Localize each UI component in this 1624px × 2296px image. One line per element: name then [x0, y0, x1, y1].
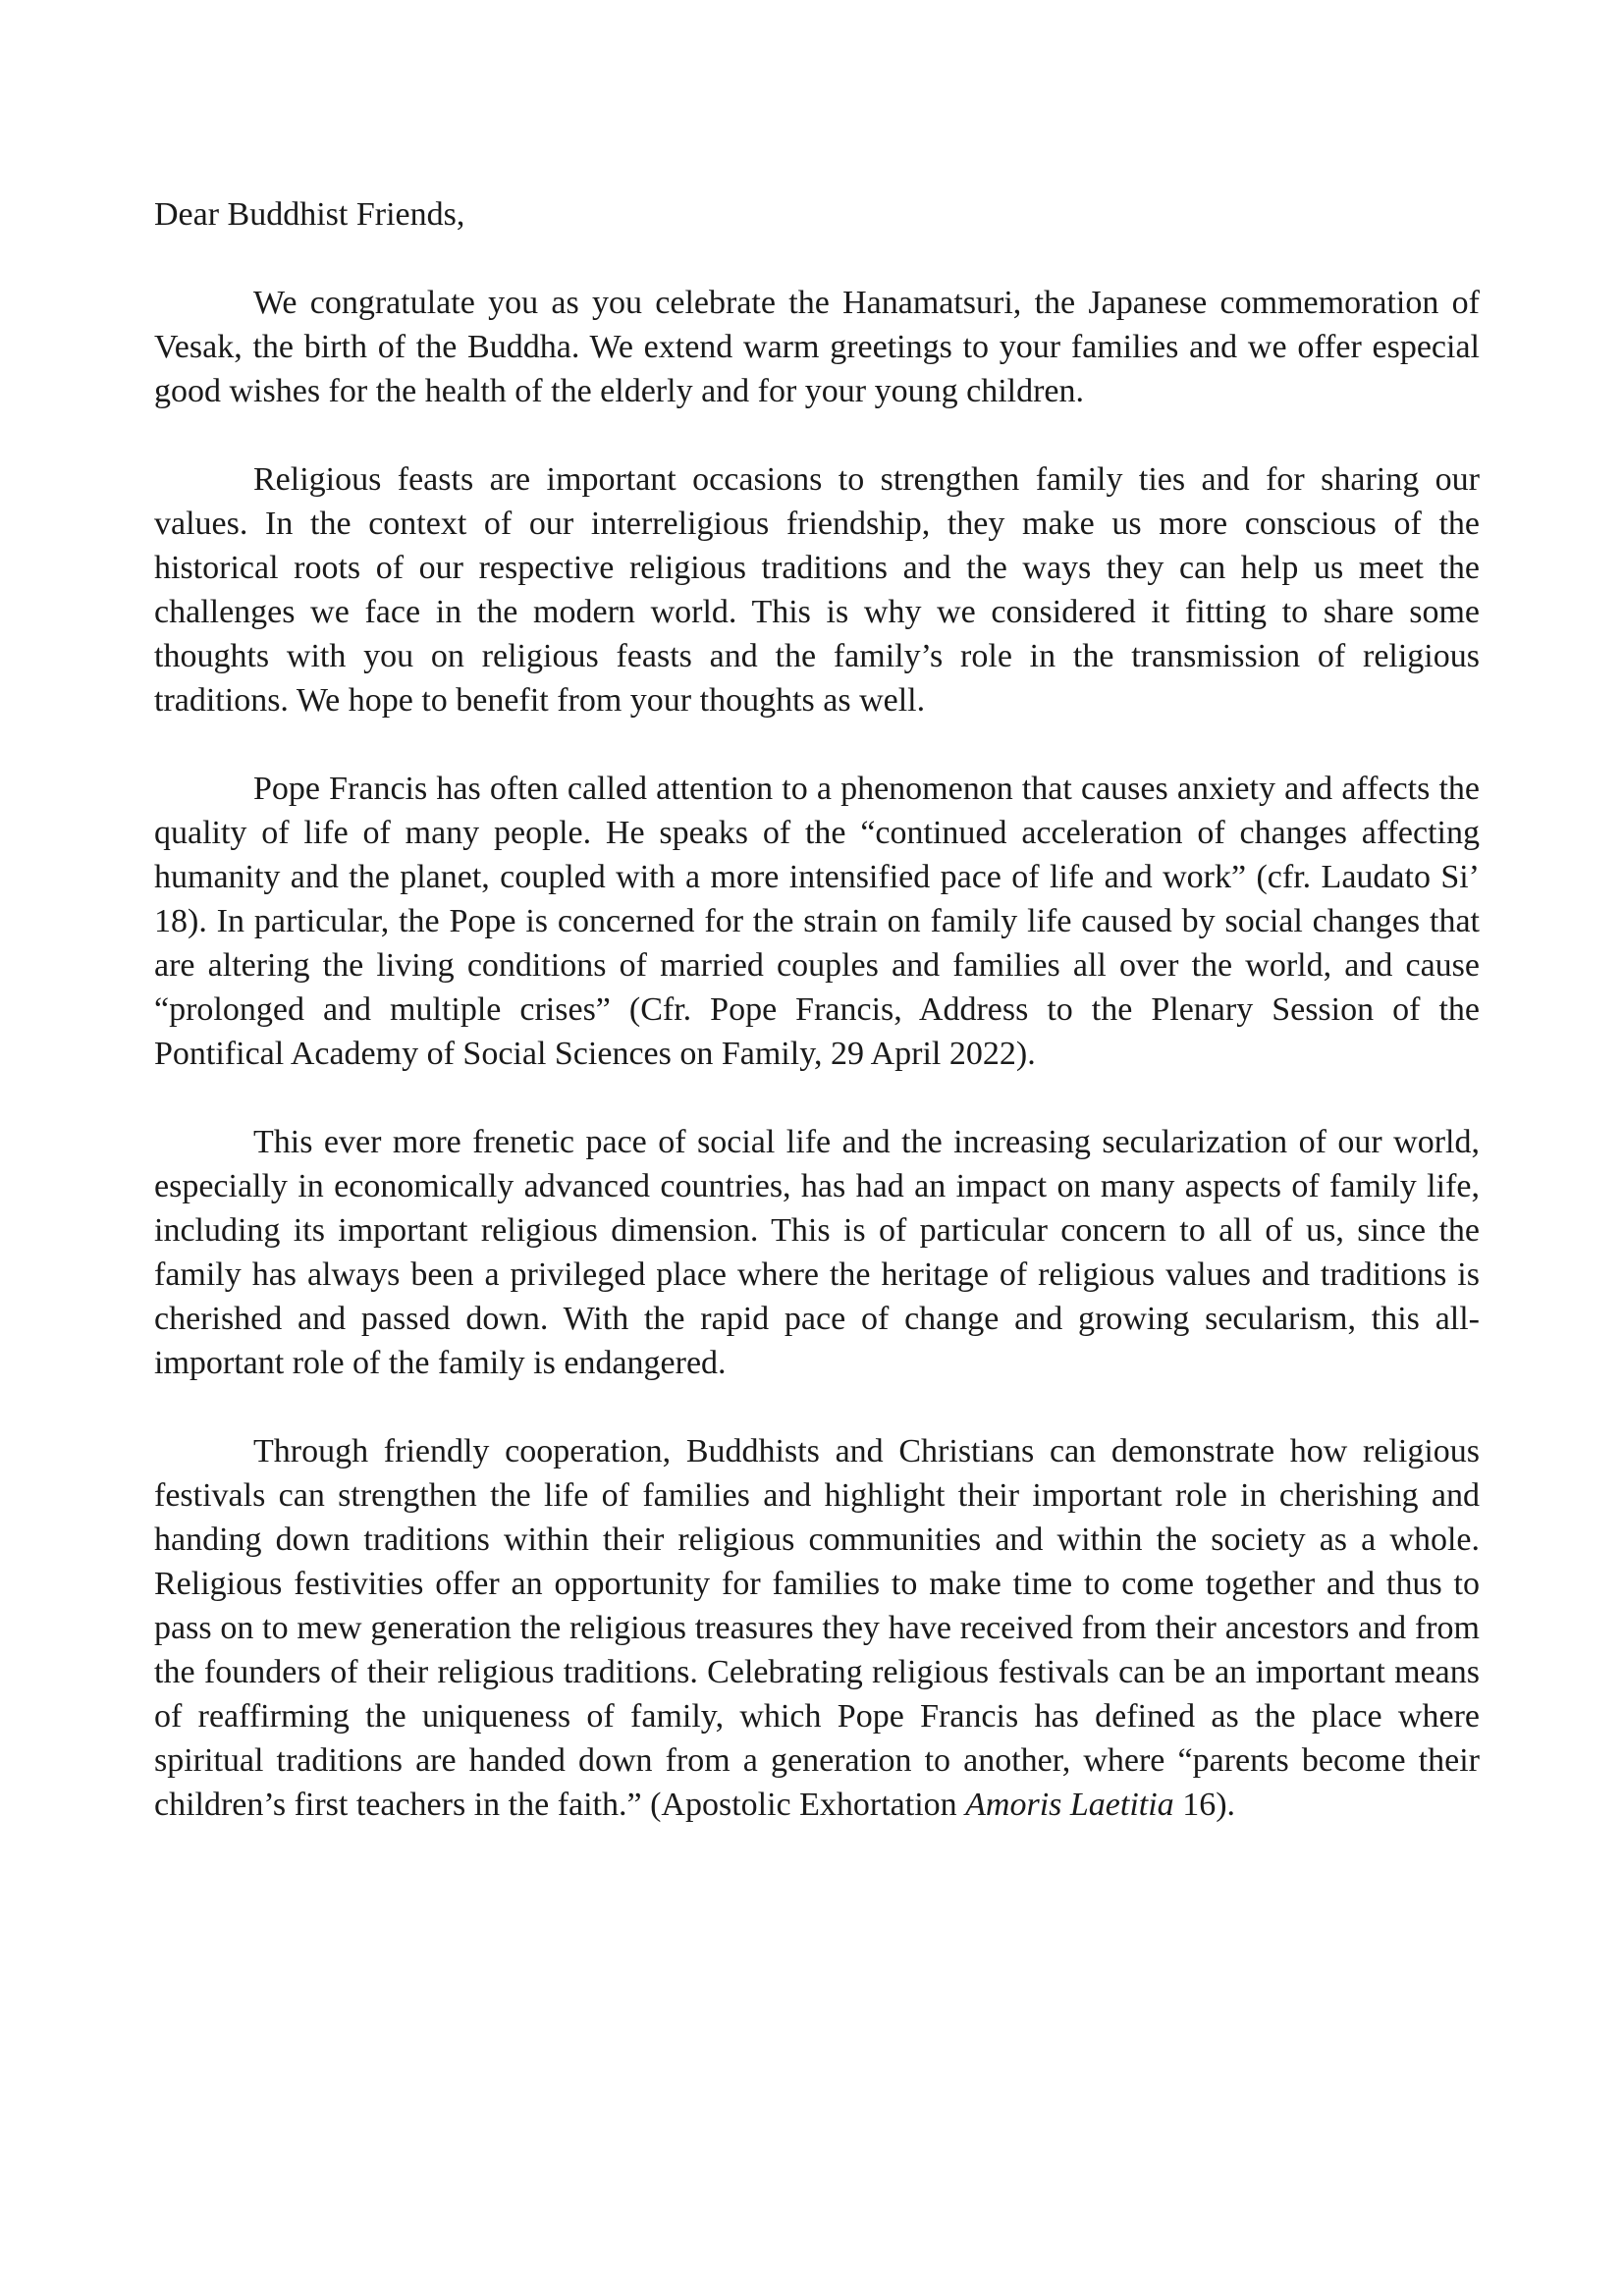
- paragraph-pope-francis-acceleration: Pope Francis has often called attention to a phenomenon that causes anxiety and affects the quality of life of many people. He speaks of the “continued acceleration of changes affecting humanity and the planet, coupled with a more intensified pace of life and work” (cfr. Laudato Si’ 18). In particular, the Pope is concerned for the strain on family life caused by social changes that are altering the living conditions of married couples and families all over the world, and cause “prolonged and multiple crises” (Cfr. Pope Francis, Address to the Plenary Session of the Pontifical Academy of Social Sciences on Family, 29 April 2022).: [154, 771, 1480, 1072]
- paragraph-cooperation: [154, 1429, 1480, 1827]
- paragraph-hanamatsuri-greeting: We congratulate you as you celebrate the Hanamatsuri, the Japanese commemoration of Vesak, the birth of the Buddha. We extend warm greetings to your families and we offer especial good wishes for the health of the elderly and for your young children.: [154, 285, 1480, 409]
- citation-title: Amoris Laetitia: [965, 1787, 1174, 1823]
- paragraph-cooperation-text: Through friendly cooperation, Buddhists and Christians can demonstrate how religious festivals can strengthen the life of families and highlight their important role in cherishing and handing down traditions within their religious communities and within the society as a whole. Religious festivities offer an opportunity for families to make time to come together and thus to pass on to mew generation the religious treasures they have received from their ancestors and from the founders of their religious traditions. Celebrating religious festivals can be an important means of reaffirming the uniqueness of family, which Pope Francis has defined as the place where spiritual traditions are handed down from a generation to another, where “parents become their children’s first teachers in the faith.” (Apostolic Exhortation: [154, 1433, 1480, 1823]
- citation-end: 16).: [1173, 1787, 1236, 1823]
- paragraph-religious-feasts: Religious feasts are important occasions to strengthen family ties and for sharing our values. In the context of our interreligious friendship, they make us more conscious of the historical roots of our respective religious traditions and the ways they can help us meet the challenges we face in the modern world. This is why we considered it fitting to share some thoughts with you on religious feasts and the family’s role in the transmission of religious traditions. We hope to benefit from your thoughts as well.: [154, 461, 1480, 719]
- salutation: Dear Buddhist Friends,: [154, 196, 465, 233]
- paragraph-secularization: This ever more frenetic pace of social life and the increasing secularization of our world, especially in economically advanced countries, has had an impact on many aspects of family life, including its important religious dimension. This is of particular concern to all of us, since the family has always been a privileged place where the heritage of religious values and traditions is cherished and passed down. With the rapid pace of change and growing secularism, this all-important role of the family is endangered.: [154, 1124, 1480, 1381]
- letter-page: [154, 192, 1480, 1827]
